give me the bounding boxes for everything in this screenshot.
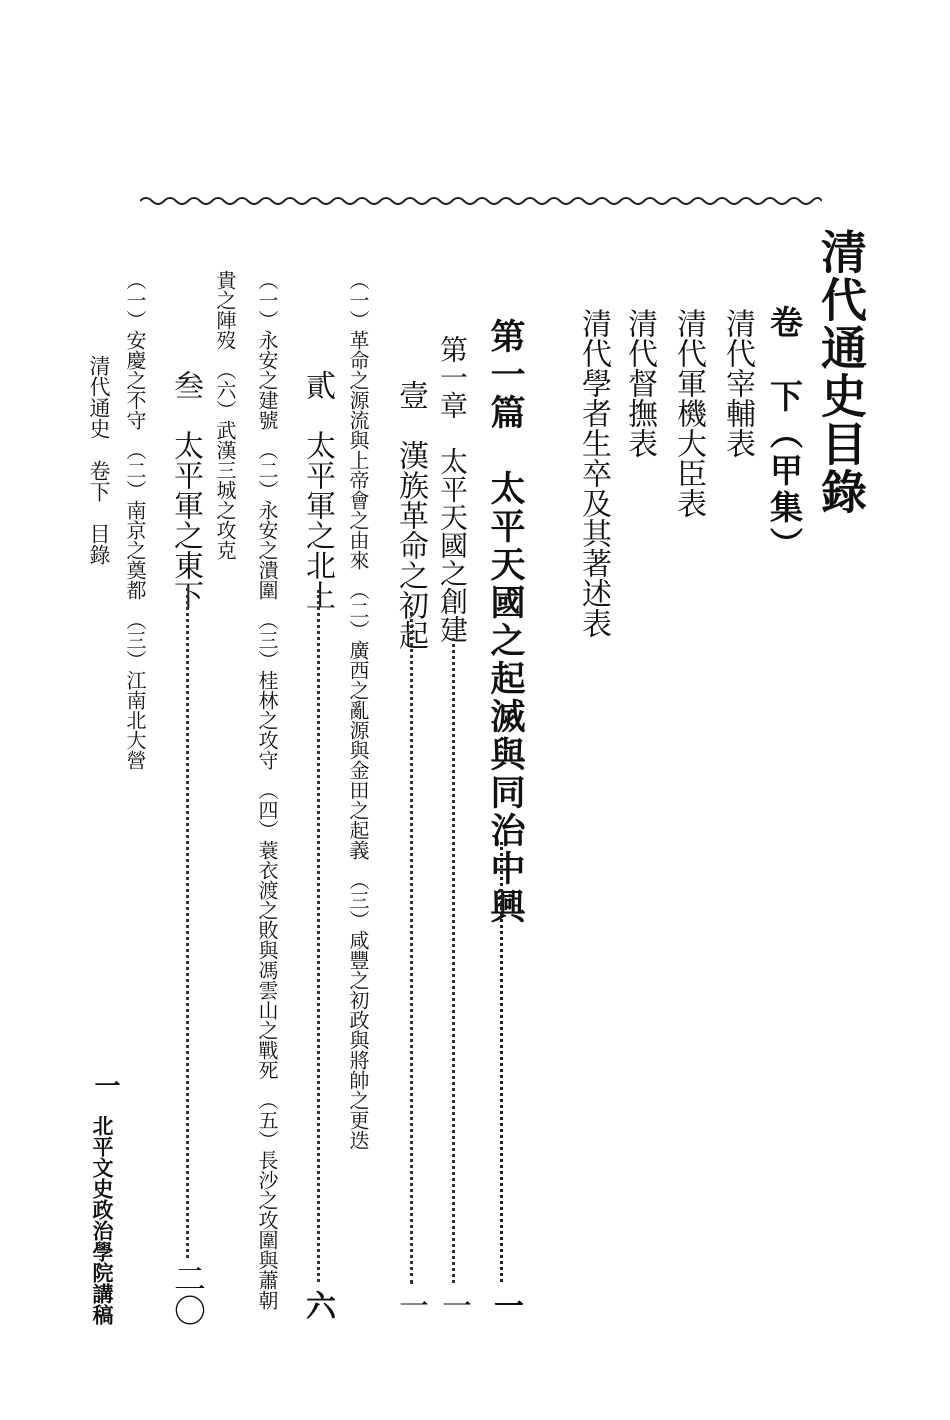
chapter-heading: 第一章 太平天國之創建 bbox=[436, 335, 469, 643]
section-heading: 壹 漢族革命之初起 bbox=[393, 380, 428, 650]
book-title: 清代通史目錄 bbox=[814, 228, 868, 516]
table-entry: 清代學者生卒及其著述表 bbox=[576, 308, 611, 638]
page-number: 二〇 bbox=[169, 1262, 207, 1326]
section-heading: 貳 太平軍之北上 bbox=[300, 370, 335, 610]
page-number: 一 bbox=[436, 1290, 471, 1320]
part-label: 第一篇 太平天國之起滅與同治中興 bbox=[485, 318, 526, 926]
running-title: 清代通史 卷下 目錄 bbox=[87, 355, 111, 565]
subsection-list: （一）永安之建號 （二）永安之潰圍 （三）桂林之攻守 （四）蓑衣渡之敗與馮雲山之戰死 （五）長沙之攻圍與蕭朝 bbox=[255, 270, 279, 1310]
table-entry: 清代宰輔表 bbox=[720, 308, 755, 458]
volume-label: 卷 下（甲集） bbox=[765, 305, 804, 564]
leader-dots bbox=[500, 842, 507, 1282]
leader-dots bbox=[317, 590, 324, 1282]
page-number: 一 bbox=[488, 1290, 523, 1320]
section-heading: 叁 太平軍之東下 bbox=[168, 370, 203, 610]
subsection-list: （一）安慶之不守 （二）南京之奠都 （三）江南北大營 bbox=[123, 270, 147, 770]
folio: 一 bbox=[90, 1072, 120, 1098]
table-entry: 清代督撫表 bbox=[622, 308, 657, 458]
leader-dots bbox=[410, 612, 417, 1284]
part-heading bbox=[485, 318, 526, 926]
subsection-list: （一）革命之源流與上帝會之由來 （二）廣西之亂源與金田之起義 （三）咸豐之初政與將帥之更迭 bbox=[346, 270, 370, 1150]
wavy-rule bbox=[140, 190, 822, 212]
subsection-list-cont: 貴之陣歿 （六）武漢三城之攻克 bbox=[213, 270, 237, 560]
table-entry: 清代軍機大臣表 bbox=[671, 308, 706, 518]
leader-dots bbox=[452, 638, 459, 1283]
page-number: 六 bbox=[300, 1290, 335, 1320]
page-number: 一 bbox=[393, 1290, 428, 1320]
press-name: 北平文史政治學院講稿 bbox=[90, 1115, 115, 1325]
leader-dots bbox=[186, 588, 193, 1258]
